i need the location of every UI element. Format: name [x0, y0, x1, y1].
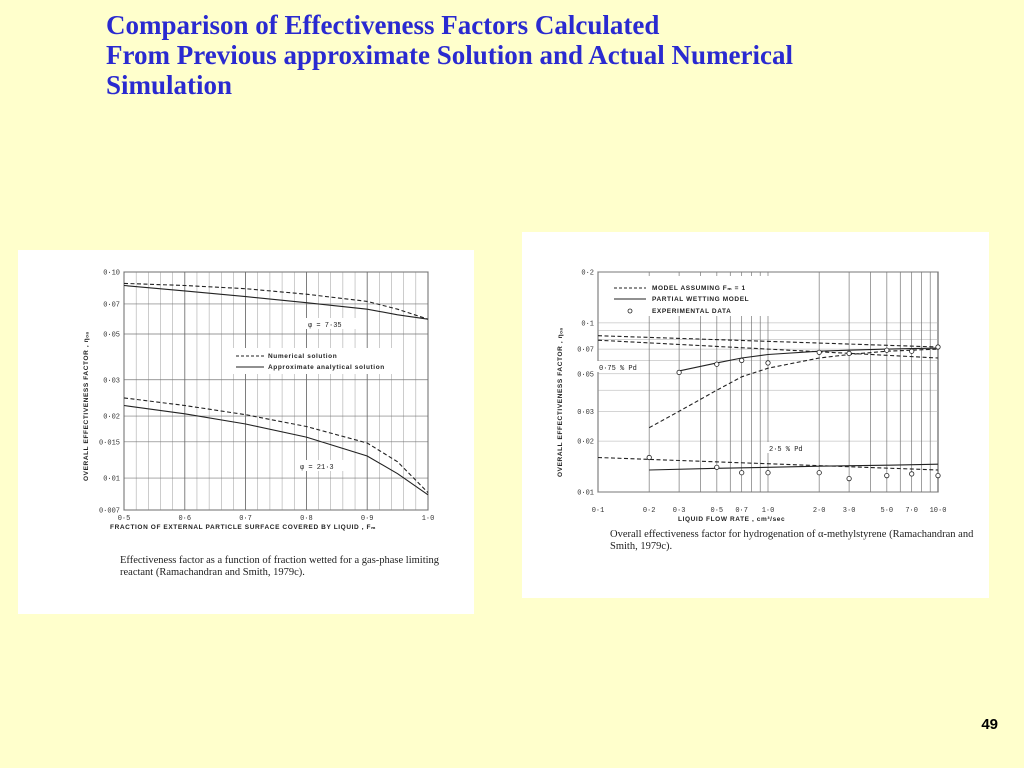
x-tick-label: 0·7 [735, 507, 748, 515]
legend-label-numerical: Numerical solution [268, 353, 338, 360]
x-tick-label: 0·3 [672, 507, 686, 515]
data-point-experimental [910, 472, 914, 476]
right-figure-caption: Overall effectiveness factor for hydrogenation of α-methylstyrene (Ramachandran and Smith, 1979c). [610, 529, 974, 552]
data-point-experimental [847, 476, 851, 480]
x-tick-label: 0·9 [360, 515, 374, 523]
x-tick-label: 7·0 [905, 507, 918, 515]
series-line-approximate-1 [124, 286, 428, 320]
x-tick-label: 2·0 [812, 507, 826, 515]
y-tick-label: 0·03 [577, 408, 594, 417]
annotation-phi-21-3: φ = 21·3 [300, 464, 334, 472]
x-tick-label: 0·5 [117, 515, 131, 523]
slide-title [106, 10, 1006, 100]
series-line-4 [649, 349, 938, 428]
data-point-experimental [910, 349, 914, 353]
x-tick-label: 5·0 [880, 507, 894, 515]
data-point-experimental [647, 455, 651, 459]
y-tick-label: 0·10 [103, 269, 120, 278]
legend-swatch-experimental [628, 309, 632, 313]
series-line-approximate-3 [124, 406, 428, 495]
series-line-3 [679, 348, 938, 371]
title-line-1: Comparison of Effectiveness Factors Calculated [106, 10, 660, 40]
data-point-experimental [817, 350, 821, 354]
data-point-experimental [936, 473, 940, 477]
x-tick-label: 3·0 [842, 507, 856, 515]
y-tick-label: 0·02 [103, 413, 120, 422]
right-figure-panel [522, 232, 989, 598]
y-tick-label: 0·015 [98, 439, 120, 448]
y-axis-label: OVERALL EFFECTIVENESS FACTOR , ηₒₐ [83, 331, 90, 481]
data-point-experimental [885, 473, 889, 477]
x-axis-label: LIQUID FLOW RATE , cm³/sec [678, 516, 786, 523]
x-tick-label: 0·1 [591, 507, 605, 515]
y-tick-label: 0·03 [103, 377, 120, 386]
y-tick-label: 0·05 [103, 331, 120, 340]
y-axis-label: OVERALL EFFECTIVENESS FACTOR , ηₒₐ [557, 327, 564, 477]
data-point-experimental [715, 362, 719, 366]
legend-label-model: MODEL ASSUMING Fₘ = 1 [652, 285, 746, 292]
title-line-3: Simulation [106, 70, 233, 100]
x-tick-label: 1·0 [421, 515, 435, 523]
annotation-2-5-pd: 2·5 % Pd [769, 446, 803, 454]
title-line-2: From Previous approximate Solution and Actual Numerical [106, 40, 794, 70]
data-point-experimental [936, 345, 940, 349]
data-point-experimental [715, 465, 719, 469]
data-point-experimental [766, 361, 770, 365]
y-tick-label: 0·07 [103, 301, 120, 310]
x-axis-label: FRACTION OF EXTERNAL PARTICLE SURFACE COVERED BY LIQUID , Fₘ [110, 524, 377, 531]
y-tick-label: 0·2 [581, 269, 594, 278]
x-tick-label: 1·0 [761, 507, 775, 515]
data-point-experimental [677, 370, 681, 374]
data-point-experimental [817, 471, 821, 475]
y-tick-label: 0·007 [98, 507, 120, 516]
y-tick-label: 0·05 [577, 371, 594, 380]
legend-label-partial-wetting: PARTIAL WETTING MODEL [652, 296, 750, 303]
legend-label-approximate: Approximate analytical solution [268, 364, 385, 371]
data-point-experimental [766, 471, 770, 475]
x-tick-label: 0·6 [178, 515, 192, 523]
annotation-0-75-pd: 0·75 % Pd [599, 365, 637, 373]
x-tick-label: 0·7 [239, 515, 252, 523]
y-tick-label: 0·01 [577, 489, 594, 498]
series-line-numerical-0 [124, 283, 428, 319]
y-tick-label: 0·07 [577, 346, 594, 355]
x-tick-label: 0·8 [300, 515, 313, 523]
y-tick-label: 0·02 [577, 438, 594, 447]
left-figure-caption: Effectiveness factor as a function of fraction wetted for a gas-phase limiting reactant (Ramachandran and Smith, 1979c). [120, 555, 440, 578]
y-tick-label: 0·01 [103, 475, 120, 484]
legend-label-experimental: EXPERIMENTAL DATA [652, 308, 732, 315]
plot-frame [124, 272, 428, 510]
x-tick-label: 10·0 [929, 507, 947, 515]
y-tick-label: 0·1 [581, 320, 594, 329]
page-number: 49 [981, 716, 998, 733]
x-tick-label: 0·5 [710, 507, 724, 515]
data-point-experimental [847, 351, 851, 355]
data-point-experimental [740, 471, 744, 475]
x-tick-label: 0·2 [642, 507, 656, 515]
data-point-experimental [740, 358, 744, 362]
left-figure-panel [18, 250, 474, 614]
annotation-phi-7-35: φ = 7·35 [308, 322, 342, 330]
data-point-experimental [885, 348, 889, 352]
